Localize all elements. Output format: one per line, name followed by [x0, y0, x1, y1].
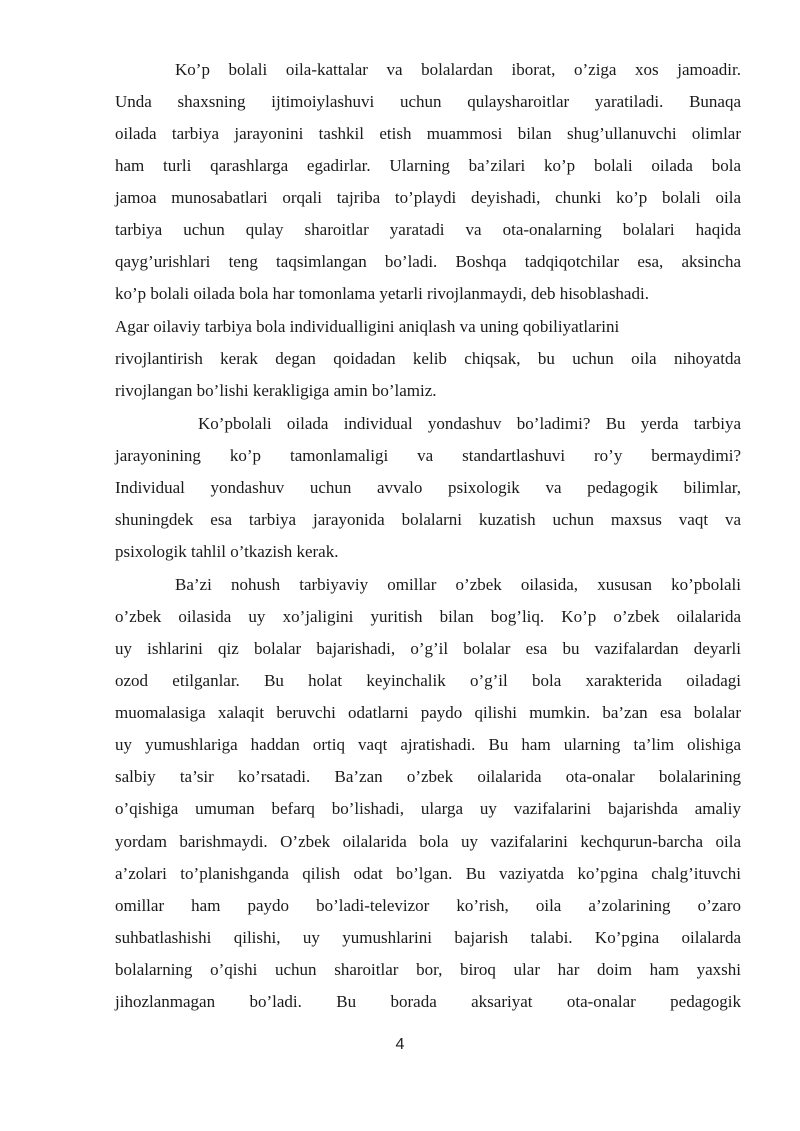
text-line: shuningdek esa tarbiya jarayonida bolalarni kuzatish uchun maxsus vaqt va — [115, 510, 741, 529]
text-line: rivojlantirish kerak degan qoidadan kelib chiqsak, bu uchun oila nihoyatda — [115, 349, 741, 368]
text-line: qayg’urishlari teng taqsimlangan bo’ladi. Boshqa tadqiqotchilar esa, aksincha — [115, 252, 741, 271]
text-line: suhbatlashishi qilishi, uy yumushlarini bajarish talabi. Ko’pgina oilalarda — [115, 928, 741, 947]
text-line: yordam barishmaydi. O’zbek oilalarida bola uy vazifalarini kechqurun-barcha oila — [115, 832, 741, 851]
text-line: Ba’zi nohush tarbiyaviy omillar o’zbek oilasida, xususan ko’pbolali — [175, 575, 741, 594]
text-line: jarayonining ko’p tamonlamaligi va standartlashuvi ro’y bermaydimi? — [115, 446, 741, 465]
text-line: Agar oilaviy tarbiya bola individualligini aniqlash va uning qobiliyatlarini — [115, 317, 620, 336]
text-line: oilada tarbiya jarayonini tashkil etish muammosi bilan shug’ullanuvchi olimlar — [115, 124, 741, 143]
text-line: uy ishlarini qiz bolalar bajarishadi, o’g’il bolalar esa bu vazifalardan deyarli — [115, 639, 741, 658]
text-line: ozod etilganlar. Bu holat keyinchalik o’g’il bola xarakterida oiladagi — [115, 671, 741, 690]
text-line: muomalasiga xalaqit beruvchi odatlarni paydo qilishi mumkin. ba’zan esa bolalar — [115, 703, 741, 722]
text-line: rivojlangan bo’lishi kerakligiga amin bo’lamiz. — [115, 381, 437, 400]
text-line: o’zbek oilasida uy xo’jaligini yuritish bilan bog’liq. Ko’p o’zbek oilalarida — [115, 607, 741, 626]
text-line: a’zolari to’planishganda qilish odat bo’lgan. Bu vaziyatda ko’pgina chalg’ituvchi — [115, 864, 741, 883]
text-line: uy yumushlariga haddan ortiq vaqt ajratishadi. Bu ham ularning ta’lim olishiga — [115, 735, 741, 754]
text-line: ko’p bolali oilada bola har tomonlama yetarli rivojlanmaydi, deb hisoblashadi. — [115, 284, 649, 303]
text-line: bolalarning o’qishi uchun sharoitlar bor, biroq ular har doim ham yaxshi — [115, 960, 741, 979]
text-line: Individual yondashuv uchun avvalo psixologik va pedagogik bilimlar, — [115, 478, 741, 497]
text-line: Ko’p bolali oila-kattalar va bolalardan iborat, o’ziga xos jamoadir. — [175, 60, 741, 79]
text-line: omillar ham paydo bo’ladi-televizor ko’rish, oila a’zolarining o’zaro — [115, 896, 741, 915]
text-line: jamoa munosabatlari orqali tajriba to’playdi deyishadi, chunki ko’p bolali oila — [115, 188, 741, 207]
text-line: Unda shaxsning ijtimoiylashuvi uchun qulaysharoitlar yaratiladi. Bunaqa — [115, 92, 741, 111]
page-number: 4 — [395, 1036, 405, 1053]
text-line: salbiy ta’sir ko’rsatadi. Ba’zan o’zbek oilalarida ota-onalar bolalarining — [115, 767, 741, 786]
text-line: jihozlanmagan bo’ladi. Bu borada aksariyat ota-onalar pedagogik — [115, 992, 741, 1011]
text-line: Ko’pbolali oilada individual yondashuv bo’ladimi? Bu yerda tarbiya — [198, 414, 741, 433]
text-line: o’qishiga umuman befarq bo’lishadi, ularga uy vazifalarini bajarishda amaliy — [115, 799, 741, 818]
text-line: tarbiya uchun qulay sharoitlar yaratadi va ota-onalarning bolalari haqida — [115, 220, 741, 239]
text-line: ham turli qarashlarga egadirlar. Ularning ba’zilari ko’p bolali oilada bola — [115, 156, 741, 175]
text-line: psixologik tahlil o’tkazish kerak. — [115, 542, 339, 561]
